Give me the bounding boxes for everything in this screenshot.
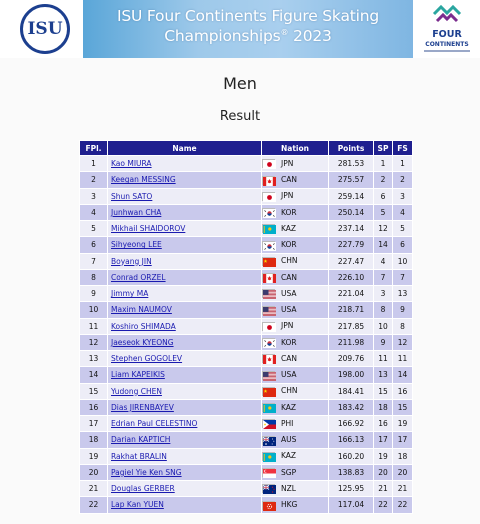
cell-nation bbox=[262, 464, 329, 480]
cell-points: 227.79 bbox=[329, 237, 374, 253]
table-row bbox=[80, 399, 413, 415]
cell-fpl: 13 bbox=[80, 351, 108, 367]
skater-link[interactable]: Boyang JIN bbox=[111, 256, 152, 266]
cell-fpl: 8 bbox=[80, 269, 108, 285]
korea-flag-icon bbox=[262, 208, 275, 217]
cell-sp: 2 bbox=[374, 172, 393, 188]
cell-name bbox=[108, 464, 262, 480]
korea-flag-icon bbox=[262, 338, 275, 347]
canada-flag-icon bbox=[262, 176, 275, 185]
japan-flag-icon bbox=[262, 192, 275, 201]
cell-fpl: 14 bbox=[80, 367, 108, 383]
cell-sp: 4 bbox=[374, 253, 393, 269]
cell-sp: 6 bbox=[374, 188, 393, 204]
cell-name bbox=[108, 204, 262, 220]
cell-points: 166.13 bbox=[329, 432, 374, 448]
cell-fpl: 16 bbox=[80, 399, 108, 415]
korea-flag-icon bbox=[262, 241, 275, 250]
cell-fpl: 12 bbox=[80, 334, 108, 350]
table-row bbox=[80, 302, 413, 318]
cell-fs: 20 bbox=[393, 464, 413, 480]
skater-link[interactable]: Edrian Paul CELESTINO bbox=[111, 419, 198, 429]
banner-title-line1: ISU Four Continents Figure Skating bbox=[117, 7, 379, 25]
cell-fpl: 21 bbox=[80, 481, 108, 497]
usa-flag-icon bbox=[262, 306, 275, 315]
cell-sp: 5 bbox=[374, 204, 393, 220]
banner-title-line2 bbox=[83, 27, 413, 45]
nation-code: AUS bbox=[281, 435, 297, 445]
cell-sp: 16 bbox=[374, 416, 393, 432]
table-row bbox=[80, 286, 413, 302]
canada-flag-icon bbox=[262, 273, 275, 282]
cell-name bbox=[108, 432, 262, 448]
results-body bbox=[80, 156, 413, 514]
cell-name bbox=[108, 269, 262, 285]
cell-fs: 5 bbox=[393, 221, 413, 237]
hong-kong-flag-icon bbox=[262, 501, 275, 510]
cell-fs: 19 bbox=[393, 416, 413, 432]
philippines-flag-icon bbox=[262, 419, 275, 428]
cell-fs: 21 bbox=[393, 481, 413, 497]
nation-code: CAN bbox=[281, 175, 297, 185]
banner-title-word: Championships bbox=[164, 27, 281, 45]
cell-points: 227.47 bbox=[329, 253, 374, 269]
cell-name bbox=[108, 334, 262, 350]
new-zealand-flag-icon bbox=[262, 484, 275, 493]
cell-sp: 10 bbox=[374, 318, 393, 334]
cell-points: 275.57 bbox=[329, 172, 374, 188]
table-header-row bbox=[80, 141, 413, 156]
cell-points: 198.00 bbox=[329, 367, 374, 383]
table-row bbox=[80, 448, 413, 464]
nation-code: KOR bbox=[281, 337, 297, 347]
cell-fs: 14 bbox=[393, 367, 413, 383]
cell-points: 237.14 bbox=[329, 221, 374, 237]
table-row bbox=[80, 172, 413, 188]
cell-fs: 4 bbox=[393, 204, 413, 220]
cell-name bbox=[108, 253, 262, 269]
nation-code: HKG bbox=[281, 500, 298, 510]
cell-nation bbox=[262, 269, 329, 285]
cell-fpl: 19 bbox=[80, 448, 108, 464]
nation-code: CHN bbox=[281, 386, 298, 396]
cell-points: 281.53 bbox=[329, 156, 374, 172]
cell-fs: 3 bbox=[393, 188, 413, 204]
skater-link[interactable]: Yudong CHEN bbox=[111, 386, 162, 396]
cell-name bbox=[108, 448, 262, 464]
logo-text-continents: CONTINENTS bbox=[425, 41, 469, 48]
cell-name bbox=[108, 416, 262, 432]
cell-points: 209.76 bbox=[329, 351, 374, 367]
cell-nation bbox=[262, 302, 329, 318]
cell-fpl: 2 bbox=[80, 172, 108, 188]
cell-nation bbox=[262, 188, 329, 204]
table-row bbox=[80, 204, 413, 220]
cell-nation bbox=[262, 334, 329, 350]
table-row bbox=[80, 318, 413, 334]
nation-code: USA bbox=[281, 288, 297, 298]
cell-sp: 12 bbox=[374, 221, 393, 237]
cell-sp: 21 bbox=[374, 481, 393, 497]
cell-fs: 13 bbox=[393, 286, 413, 302]
table-row bbox=[80, 497, 413, 513]
cell-fs: 16 bbox=[393, 383, 413, 399]
japan-flag-icon bbox=[262, 159, 275, 168]
header-nation: Nation bbox=[262, 141, 329, 156]
cell-fs: 7 bbox=[393, 269, 413, 285]
header-name: Name bbox=[108, 141, 262, 156]
nation-code: KAZ bbox=[281, 402, 297, 412]
cell-name bbox=[108, 188, 262, 204]
page-subtitle: Result bbox=[219, 109, 261, 124]
skater-link[interactable]: Sihyeong LEE bbox=[111, 240, 162, 250]
isu-logo: ISU bbox=[20, 4, 70, 54]
cell-fs: 8 bbox=[393, 318, 413, 334]
cell-fs: 2 bbox=[393, 172, 413, 188]
cell-sp: 17 bbox=[374, 432, 393, 448]
cell-points: 160.20 bbox=[329, 448, 374, 464]
cell-nation bbox=[262, 399, 329, 415]
skater-link[interactable]: Keegan MESSING bbox=[111, 175, 176, 185]
kazakhstan-flag-icon bbox=[262, 224, 275, 233]
nation-code: JPN bbox=[281, 158, 294, 168]
cell-fpl: 10 bbox=[80, 302, 108, 318]
cell-fs: 10 bbox=[393, 253, 413, 269]
nation-code: KAZ bbox=[281, 223, 297, 233]
cell-points: 250.14 bbox=[329, 204, 374, 220]
cell-fs: 6 bbox=[393, 237, 413, 253]
cell-nation bbox=[262, 481, 329, 497]
cell-sp: 13 bbox=[374, 367, 393, 383]
cell-points: 166.92 bbox=[329, 416, 374, 432]
four-continents-mark-icon bbox=[432, 2, 462, 24]
cell-points: 125.95 bbox=[329, 481, 374, 497]
page-title: Men bbox=[223, 74, 257, 93]
cell-fpl: 15 bbox=[80, 383, 108, 399]
cell-fs: 18 bbox=[393, 448, 413, 464]
logo-fine-print bbox=[424, 50, 470, 52]
skater-link[interactable]: Jaeseok KYEONG bbox=[111, 337, 174, 347]
header-sp: SP bbox=[374, 141, 393, 156]
cell-nation bbox=[262, 448, 329, 464]
nation-code: JPN bbox=[281, 191, 294, 201]
results-table bbox=[79, 140, 413, 514]
japan-flag-icon bbox=[262, 322, 275, 331]
cell-points: 218.71 bbox=[329, 302, 374, 318]
cell-name bbox=[108, 172, 262, 188]
skater-link[interactable]: Dias JIRENBAYEV bbox=[111, 402, 174, 412]
cell-sp: 7 bbox=[374, 269, 393, 285]
nation-code: USA bbox=[281, 305, 297, 315]
nation-code: SGP bbox=[281, 467, 297, 477]
cell-fpl: 5 bbox=[80, 221, 108, 237]
cell-fpl: 20 bbox=[80, 464, 108, 480]
cell-nation bbox=[262, 286, 329, 302]
cell-fs: 1 bbox=[393, 156, 413, 172]
cell-name bbox=[108, 383, 262, 399]
cell-points: 138.83 bbox=[329, 464, 374, 480]
table-row bbox=[80, 156, 413, 172]
cell-nation bbox=[262, 204, 329, 220]
skater-link[interactable]: Koshiro SHIMADA bbox=[111, 321, 176, 331]
table-row bbox=[80, 416, 413, 432]
cell-name bbox=[108, 286, 262, 302]
cell-name bbox=[108, 302, 262, 318]
canada-flag-icon bbox=[262, 354, 275, 363]
table-row bbox=[80, 383, 413, 399]
skater-link[interactable]: Conrad ORZEL bbox=[111, 272, 166, 282]
cell-sp: 8 bbox=[374, 302, 393, 318]
cell-nation bbox=[262, 497, 329, 513]
cell-name bbox=[108, 497, 262, 513]
cell-sp: 14 bbox=[374, 237, 393, 253]
table-row bbox=[80, 432, 413, 448]
cell-sp: 22 bbox=[374, 497, 393, 513]
skater-link[interactable]: Jimmy MA bbox=[111, 289, 149, 299]
australia-flag-icon bbox=[262, 436, 275, 445]
championship-banner bbox=[0, 0, 480, 58]
cell-nation bbox=[262, 221, 329, 237]
table-row bbox=[80, 188, 413, 204]
cell-name bbox=[108, 156, 262, 172]
cell-nation bbox=[262, 237, 329, 253]
cell-fs: 15 bbox=[393, 399, 413, 415]
nation-code: CAN bbox=[281, 353, 297, 363]
cell-nation bbox=[262, 383, 329, 399]
cell-nation bbox=[262, 416, 329, 432]
cell-fs: 12 bbox=[393, 334, 413, 350]
cell-sp: 20 bbox=[374, 464, 393, 480]
kazakhstan-flag-icon bbox=[262, 403, 275, 412]
skater-link[interactable]: Pagiel Yie Ken SNG bbox=[111, 467, 182, 477]
cell-sp: 19 bbox=[374, 448, 393, 464]
table-row bbox=[80, 237, 413, 253]
cell-points: 226.10 bbox=[329, 269, 374, 285]
table-row bbox=[80, 481, 413, 497]
cell-sp: 9 bbox=[374, 334, 393, 350]
cell-nation bbox=[262, 172, 329, 188]
cell-fs: 17 bbox=[393, 432, 413, 448]
cell-fpl: 6 bbox=[80, 237, 108, 253]
skater-link[interactable]: Mikhail SHAIDOROV bbox=[111, 224, 186, 234]
skater-link[interactable]: Junhwan CHA bbox=[111, 207, 162, 217]
cell-nation bbox=[262, 253, 329, 269]
cell-sp: 18 bbox=[374, 399, 393, 415]
cell-fpl: 11 bbox=[80, 318, 108, 334]
skater-link[interactable]: Darian KAPTICH bbox=[111, 435, 171, 445]
cell-name bbox=[108, 399, 262, 415]
cell-fs: 9 bbox=[393, 302, 413, 318]
banner-title-year: 2023 bbox=[293, 27, 332, 45]
cell-name bbox=[108, 351, 262, 367]
cell-sp: 11 bbox=[374, 351, 393, 367]
cell-fpl: 4 bbox=[80, 204, 108, 220]
table-row bbox=[80, 464, 413, 480]
table-row bbox=[80, 269, 413, 285]
nation-code: CAN bbox=[281, 272, 297, 282]
table-row bbox=[80, 221, 413, 237]
header-fpl: FPl. bbox=[80, 141, 108, 156]
cell-points: 117.04 bbox=[329, 497, 374, 513]
nation-code: KOR bbox=[281, 207, 297, 217]
cell-points: 211.98 bbox=[329, 334, 374, 350]
registered-mark: ® bbox=[280, 27, 289, 37]
logo-text-four: FOUR bbox=[432, 29, 462, 40]
cell-fpl: 22 bbox=[80, 497, 108, 513]
table-row bbox=[80, 367, 413, 383]
cell-name bbox=[108, 318, 262, 334]
cell-sp: 3 bbox=[374, 286, 393, 302]
china-flag-icon bbox=[262, 257, 275, 266]
skater-link[interactable]: Douglas GERBER bbox=[111, 484, 175, 494]
skater-link[interactable]: Lap Kan YUEN bbox=[111, 500, 164, 510]
cell-points: 183.42 bbox=[329, 399, 374, 415]
four-continents-logo bbox=[418, 2, 476, 58]
cell-nation bbox=[262, 318, 329, 334]
cell-name bbox=[108, 221, 262, 237]
cell-points: 221.04 bbox=[329, 286, 374, 302]
usa-flag-icon bbox=[262, 371, 275, 380]
china-flag-icon bbox=[262, 387, 275, 396]
skater-link[interactable]: Shun SATO bbox=[111, 191, 153, 201]
cell-fpl: 17 bbox=[80, 416, 108, 432]
cell-nation bbox=[262, 367, 329, 383]
cell-fpl: 1 bbox=[80, 156, 108, 172]
cell-fpl: 3 bbox=[80, 188, 108, 204]
cell-name bbox=[108, 481, 262, 497]
cell-sp: 15 bbox=[374, 383, 393, 399]
cell-fs: 11 bbox=[393, 351, 413, 367]
nation-code: NZL bbox=[281, 483, 296, 493]
skater-link[interactable]: Kao MIURA bbox=[111, 159, 152, 169]
header-points: Points bbox=[329, 141, 374, 156]
nation-code: JPN bbox=[281, 321, 294, 331]
cell-fs: 22 bbox=[393, 497, 413, 513]
skater-link[interactable]: Rakhat BRALIN bbox=[111, 451, 167, 461]
skater-link[interactable]: Liam KAPEIKIS bbox=[111, 370, 165, 380]
cell-points: 217.85 bbox=[329, 318, 374, 334]
cell-fpl: 18 bbox=[80, 432, 108, 448]
cell-points: 184.41 bbox=[329, 383, 374, 399]
nation-code: PHI bbox=[281, 418, 294, 428]
header-fs: FS bbox=[393, 141, 413, 156]
cell-name bbox=[108, 367, 262, 383]
cell-fpl: 9 bbox=[80, 286, 108, 302]
cell-points: 259.14 bbox=[329, 188, 374, 204]
nation-code: KOR bbox=[281, 240, 297, 250]
cell-fpl: 7 bbox=[80, 253, 108, 269]
skater-link[interactable]: Maxim NAUMOV bbox=[111, 305, 172, 315]
nation-code: USA bbox=[281, 370, 297, 380]
kazakhstan-flag-icon bbox=[262, 452, 275, 461]
table-row bbox=[80, 253, 413, 269]
singapore-flag-icon bbox=[262, 468, 275, 477]
nation-code: CHN bbox=[281, 256, 298, 266]
skater-link[interactable]: Stephen GOGOLEV bbox=[111, 354, 183, 364]
cell-nation bbox=[262, 156, 329, 172]
cell-nation bbox=[262, 432, 329, 448]
cell-nation bbox=[262, 351, 329, 367]
table-row bbox=[80, 334, 413, 350]
cell-sp: 1 bbox=[374, 156, 393, 172]
nation-code: KAZ bbox=[281, 451, 297, 461]
table-row bbox=[80, 351, 413, 367]
usa-flag-icon bbox=[262, 289, 275, 298]
cell-name bbox=[108, 237, 262, 253]
